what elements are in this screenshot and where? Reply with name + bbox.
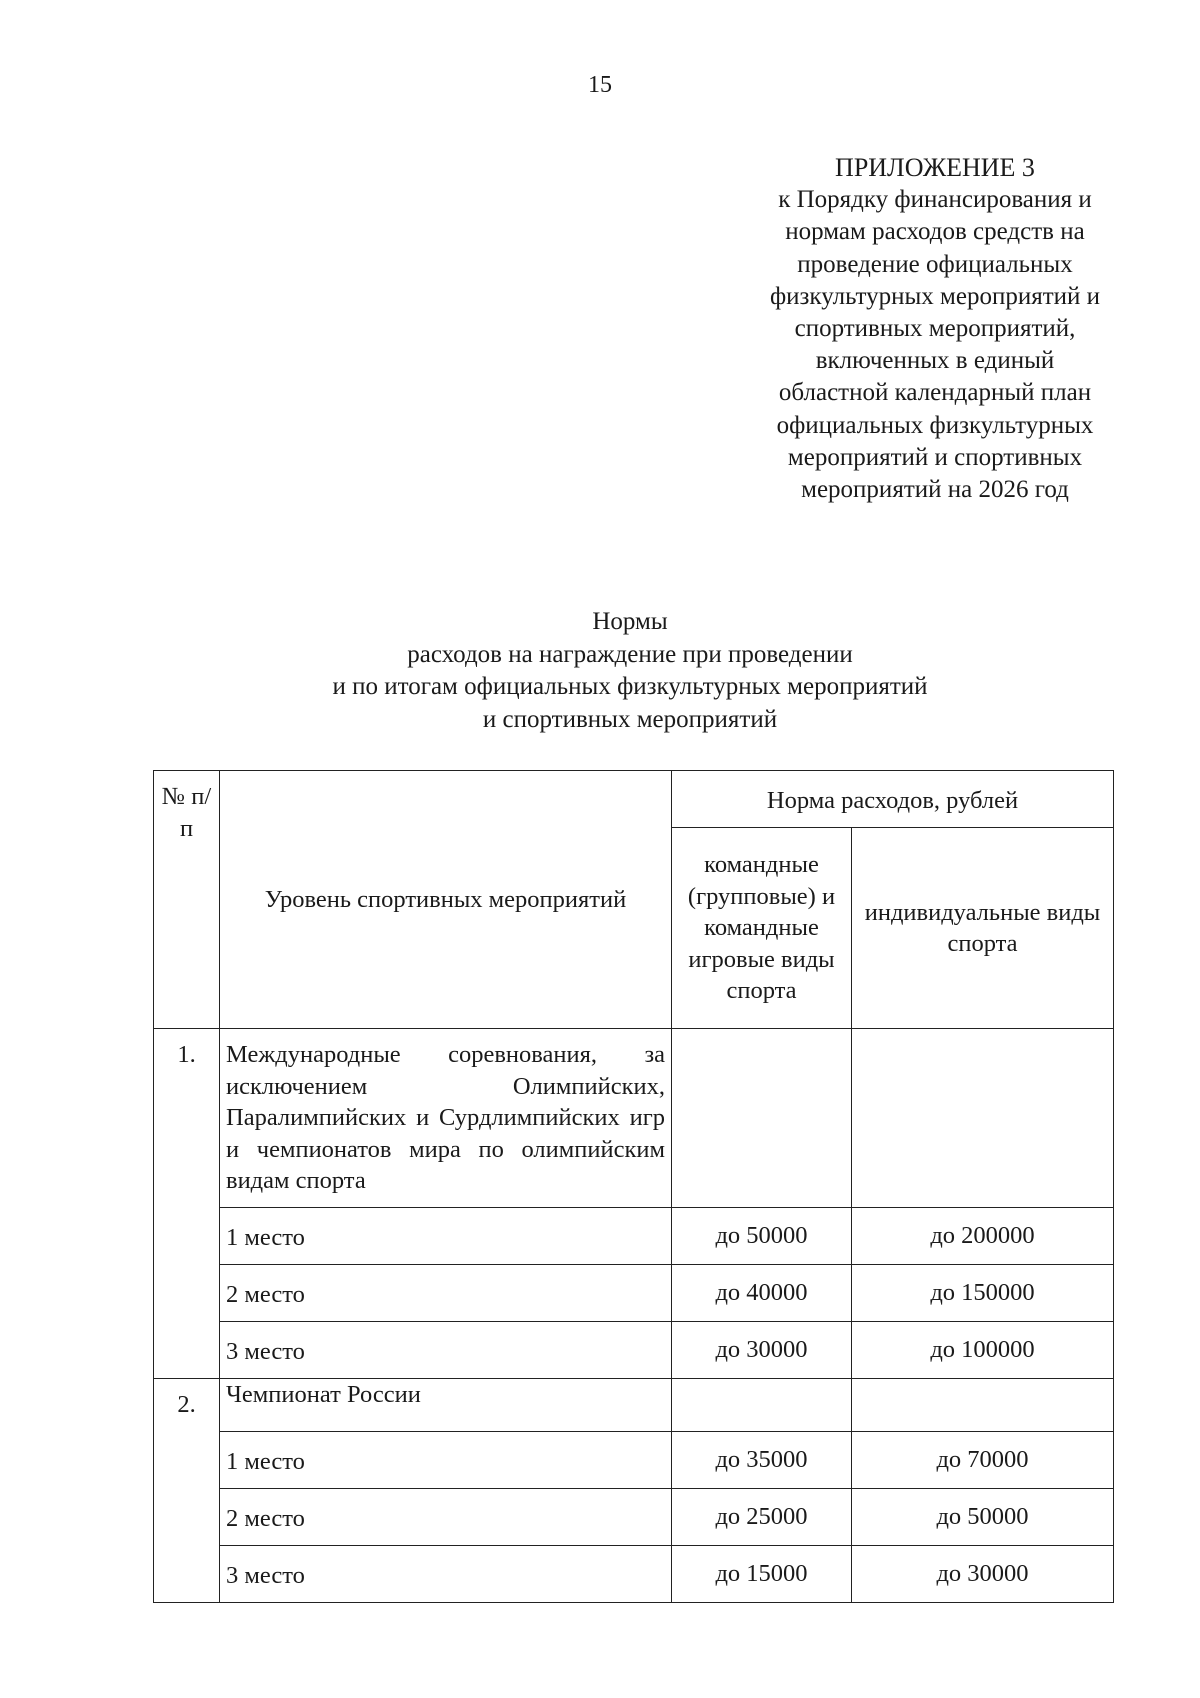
document-title-line: Нормы bbox=[592, 608, 668, 635]
empty-cell bbox=[672, 1029, 852, 1208]
appendix-line: нормам расходов средств на bbox=[785, 218, 1085, 246]
place-cell: 1 место bbox=[220, 1207, 672, 1264]
team-value: до 40000 bbox=[672, 1264, 852, 1321]
header-team: командные (групповые) и командные игровые виды спорта bbox=[672, 828, 852, 1029]
individual-value: до 100000 bbox=[852, 1321, 1114, 1378]
appendix-line: проведение официальных bbox=[797, 250, 1073, 278]
team-value: до 30000 bbox=[672, 1321, 852, 1378]
place-cell: 3 место bbox=[220, 1321, 672, 1378]
team-value: до 15000 bbox=[672, 1545, 852, 1602]
individual-value: до 30000 bbox=[852, 1545, 1114, 1602]
header-num: № п/п bbox=[154, 771, 220, 1029]
section-row bbox=[154, 1029, 1114, 1208]
document-title-line: расходов на награждение при проведении bbox=[407, 640, 853, 668]
individual-value: до 150000 bbox=[852, 1264, 1114, 1321]
section-name: Чемпионат России bbox=[220, 1378, 672, 1431]
section-row bbox=[154, 1378, 1114, 1431]
appendix-line: областной календарный план bbox=[778, 379, 1092, 407]
norms-table bbox=[153, 770, 1114, 1603]
appendix-block bbox=[700, 152, 1170, 506]
individual-value: до 70000 bbox=[852, 1431, 1114, 1488]
appendix-line: спортивных мероприятий, bbox=[794, 315, 1076, 343]
individual-value: до 200000 bbox=[852, 1207, 1114, 1264]
empty-cell bbox=[852, 1029, 1114, 1208]
appendix-line: официальных физкультурных bbox=[776, 411, 1094, 439]
individual-value: до 50000 bbox=[852, 1488, 1114, 1545]
table-row bbox=[154, 1488, 1114, 1545]
header-individual: индивидуальные виды спорта bbox=[852, 828, 1114, 1029]
section-num: 1. bbox=[154, 1029, 220, 1379]
table-header-row bbox=[154, 771, 1114, 828]
table-row bbox=[154, 1431, 1114, 1488]
appendix-line: мероприятий на 2026 год bbox=[801, 476, 1069, 504]
team-value: до 35000 bbox=[672, 1431, 852, 1488]
appendix-title: ПРИЛОЖЕНИЕ 3 bbox=[835, 153, 1035, 182]
section-name: Международные соревнования, за исключением Олимпийских, Паралимпийских и Сурдлимпийских игр и чемпионатов мира по олимпийским видам спорта bbox=[220, 1029, 672, 1208]
team-value: до 25000 bbox=[672, 1488, 852, 1545]
empty-cell bbox=[672, 1378, 852, 1431]
place-cell: 1 место bbox=[220, 1431, 672, 1488]
place-cell: 2 место bbox=[220, 1488, 672, 1545]
table-row bbox=[154, 1545, 1114, 1602]
header-name: Уровень спортивных мероприятий bbox=[220, 771, 672, 1029]
section-num: 2. bbox=[154, 1378, 220, 1602]
table-row bbox=[154, 1207, 1114, 1264]
table-row bbox=[154, 1264, 1114, 1321]
appendix-line: включенных в единый bbox=[815, 347, 1055, 375]
document-title bbox=[150, 606, 1110, 736]
table-row bbox=[154, 1321, 1114, 1378]
header-norm: Норма расходов, рублей bbox=[672, 771, 1114, 828]
appendix-line: физкультурных мероприятий и bbox=[769, 282, 1101, 310]
document-title-line: и спортивных мероприятий bbox=[482, 705, 778, 733]
empty-cell bbox=[852, 1378, 1114, 1431]
team-value: до 50000 bbox=[672, 1207, 852, 1264]
place-cell: 2 место bbox=[220, 1264, 672, 1321]
document-title-line: и по итогам официальных физкультурных мероприятий bbox=[332, 673, 928, 700]
appendix-line: мероприятий и спортивных bbox=[787, 443, 1083, 471]
place-cell: 3 место bbox=[220, 1545, 672, 1602]
page-number: 15 bbox=[588, 72, 612, 98]
appendix-line: к Порядку финансирования и bbox=[778, 186, 1092, 214]
